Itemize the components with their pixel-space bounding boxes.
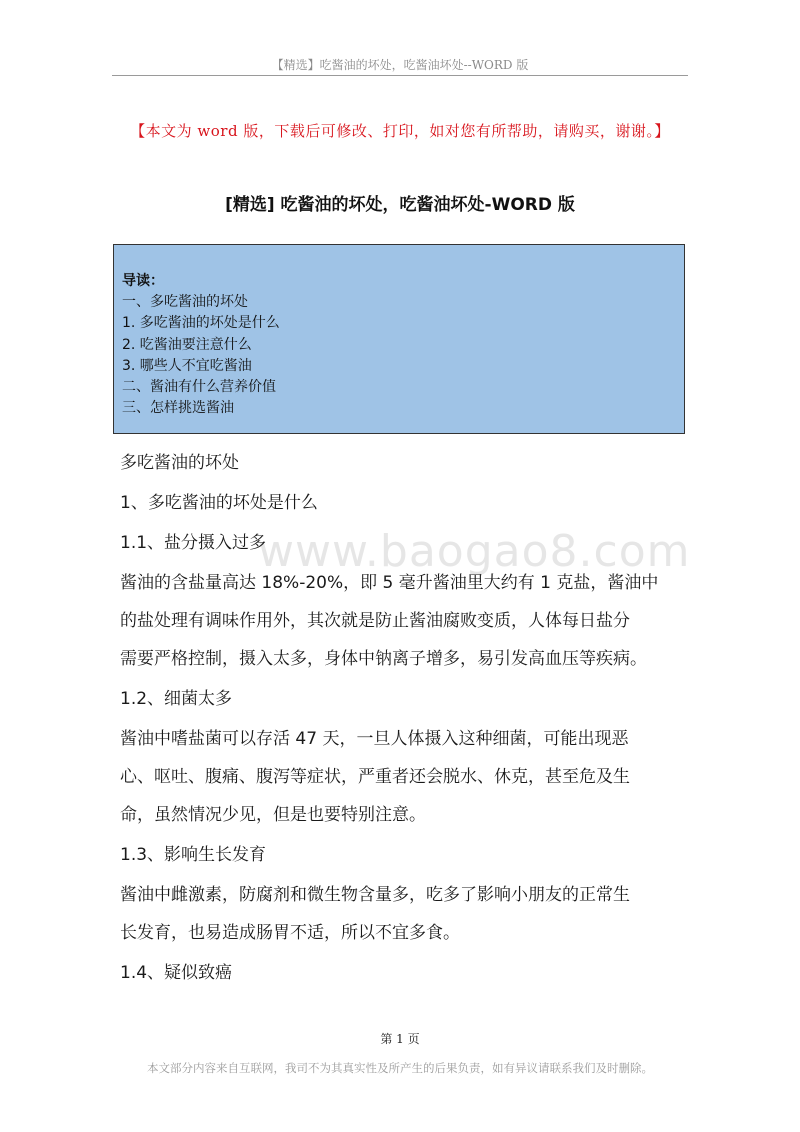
document-title: [精选] 吃酱油的坏处，吃酱油坏处-WORD 版 [225, 195, 575, 215]
paragraph-line: 长发育，也易造成肠胃不适，所以不宜多食。 [120, 923, 460, 943]
paragraph-line: 心、呕吐、腹痛、腹泻等症状，严重者还会脱水、休克，甚至危及生 [120, 767, 630, 787]
page-number: 第 1 页 [380, 1032, 420, 1046]
paragraph-line: 酱油的含盐量高达 18%-20%，即 5 毫升酱油里大约有 1 克盐，酱油中 [120, 573, 659, 593]
section-heading: 多吃酱油的坏处 [120, 453, 239, 473]
paragraph-line: 酱油中嗜盐菌可以存活 47 天，一旦人体摄入这种细菌，可能出现恶 [120, 729, 629, 749]
paragraph-line: 的盐处理有调味作用外，其次就是防止酱油腐败变质，人体每日盐分 [120, 611, 630, 631]
paragraph-line: 需要严格控制，摄入太多，身体中钠离子增多，易引发高血压等疾病。 [120, 649, 647, 669]
guide-item: 1. 多吃酱油的坏处是什么 [122, 315, 280, 332]
paragraph-line: 命，虽然情况少见，但是也要特别注意。 [120, 805, 426, 825]
guide-item: 三、怎样挑选酱油 [122, 400, 234, 417]
footer-disclaimer: 本文部分内容来自互联网，我司不为其真实性及所产生的后果负责，如有异议请联系我们及时删除。 [147, 1061, 653, 1075]
item-heading: 1.1、盐分摄入过多 [120, 533, 267, 553]
guide-item: 二、酱油有什么营养价值 [122, 379, 276, 396]
guide-item: 一、多吃酱油的坏处 [122, 294, 248, 311]
watermark: www.baogao8.com [258, 526, 691, 577]
document-body [120, 442, 695, 994]
item-heading: 1.4、疑似致癌 [120, 963, 233, 983]
header-divider [112, 75, 688, 76]
item-heading: 1.3、影响生长发育 [120, 845, 267, 865]
guide-heading: 导读： [122, 273, 164, 289]
subsection-heading: 1、多吃酱油的坏处是什么 [120, 493, 318, 513]
page-header: 【精选】吃酱油的坏处，吃酱油坏处--WORD 版 [271, 58, 529, 72]
purchase-notice: 【本文为 word 版，下载后可修改、打印，如对您有所帮助，请购买，谢谢。】 [130, 122, 670, 140]
guide-item: 3. 哪些人不宜吃酱油 [122, 357, 252, 374]
guide-box [113, 244, 685, 434]
item-heading: 1.2、细菌太多 [120, 689, 233, 709]
guide-item: 2. 吃酱油要注意什么 [122, 336, 252, 353]
paragraph-line: 酱油中雌激素，防腐剂和微生物含量多，吃多了影响小朋友的正常生 [120, 885, 630, 905]
